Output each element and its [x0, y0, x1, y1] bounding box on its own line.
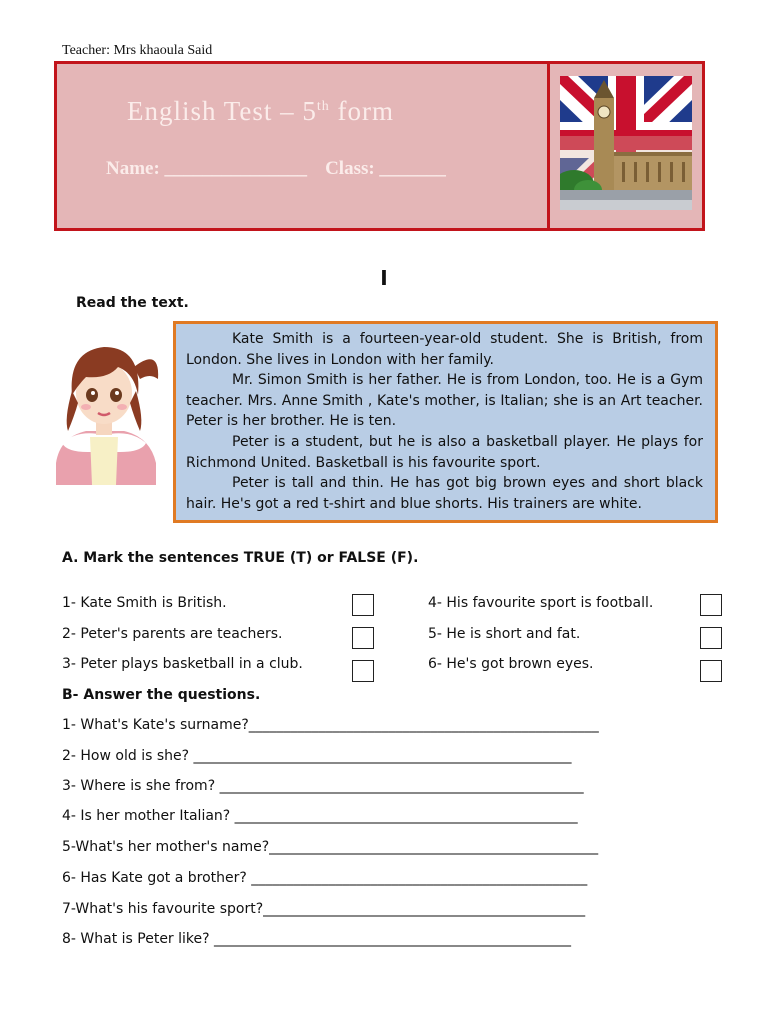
test-header	[54, 61, 705, 231]
test-title	[127, 96, 394, 127]
girl-icon	[38, 333, 170, 485]
question-line[interactable]: 6- Has Kate got a brother? ________________________________________________	[62, 870, 588, 886]
reading-paragraph: Peter is a student, but he is also a basketball player. He plays for Richmond United. Basketball is his favourite sport.	[186, 433, 703, 471]
section-b-title: B- Answer the questions.	[62, 687, 261, 703]
big-ben-icon	[560, 76, 692, 210]
question-line[interactable]: 2- How old is she? ______________________________________________________	[62, 748, 572, 764]
reading-paragraph: Kate Smith is a fourteen-year-old student. She is British, from London. She lives in London with her family.	[186, 331, 703, 368]
reading-paragraph: Mr. Simon Smith is her father. He is from London, too. He is a Gym teacher. Mrs. Anne Smith , Kate's mother, is Italian; she is an Art teacher. Peter is her brother. He is ten.	[186, 372, 703, 430]
question-line[interactable]: 3- Where is she from? ____________________________________________________	[62, 778, 584, 794]
big-ben-union-jack-image	[560, 76, 692, 210]
tf-statement: 4- His favourite sport is football.	[428, 595, 654, 611]
name-field[interactable]: Name: _______________	[106, 158, 308, 179]
tf-answer-box[interactable]	[700, 627, 722, 649]
question-line[interactable]: 4- Is her mother Italian? _________________________________________________	[62, 808, 578, 824]
tf-answer-box[interactable]	[352, 594, 374, 616]
test-title-main: English Test – 5	[127, 96, 317, 126]
tf-statement: 2- Peter's parents are teachers.	[62, 626, 283, 642]
tf-answer-box[interactable]	[352, 627, 374, 649]
test-title-end: form	[329, 96, 394, 126]
question-line[interactable]: 1- What's Kate's surname?__________________________________________________	[62, 717, 599, 733]
test-title-sup: th	[316, 99, 330, 114]
question-line[interactable]: 5-What's her mother's name?_______________________________________________	[62, 839, 599, 855]
class-field[interactable]: Class: _______	[325, 158, 446, 179]
tf-answer-box[interactable]	[700, 660, 722, 682]
tf-statement: 6- He's got brown eyes.	[428, 656, 594, 672]
tf-statement: 5- He is short and fat.	[428, 626, 581, 642]
tf-statement: 3- Peter plays basketball in a club.	[62, 656, 303, 672]
reading-paragraph: Peter is tall and thin. He has got big brown eyes and short black hair. He's got a red t-shirt and blue shorts. His trainers are white.	[186, 475, 703, 512]
question-line[interactable]: 7-What's his favourite sport?______________________________________________	[62, 901, 586, 917]
tf-answer-box[interactable]	[700, 594, 722, 616]
tf-answer-box[interactable]	[352, 660, 374, 682]
tf-statement: 1- Kate Smith is British.	[62, 595, 227, 611]
read-instruction: Read the text.	[76, 295, 189, 311]
header-fields	[106, 158, 446, 180]
girl-cartoon-image	[38, 333, 170, 485]
teacher-name: Teacher: Mrs khaoula Said	[62, 43, 213, 58]
section-a-title: A. Mark the sentences TRUE (T) or FALSE (F).	[62, 550, 419, 566]
header-title-panel	[57, 64, 550, 228]
section-marker: I	[380, 266, 388, 290]
reading-text-box	[173, 321, 718, 523]
question-line[interactable]: 8- What is Peter like? ___________________________________________________	[62, 931, 572, 947]
